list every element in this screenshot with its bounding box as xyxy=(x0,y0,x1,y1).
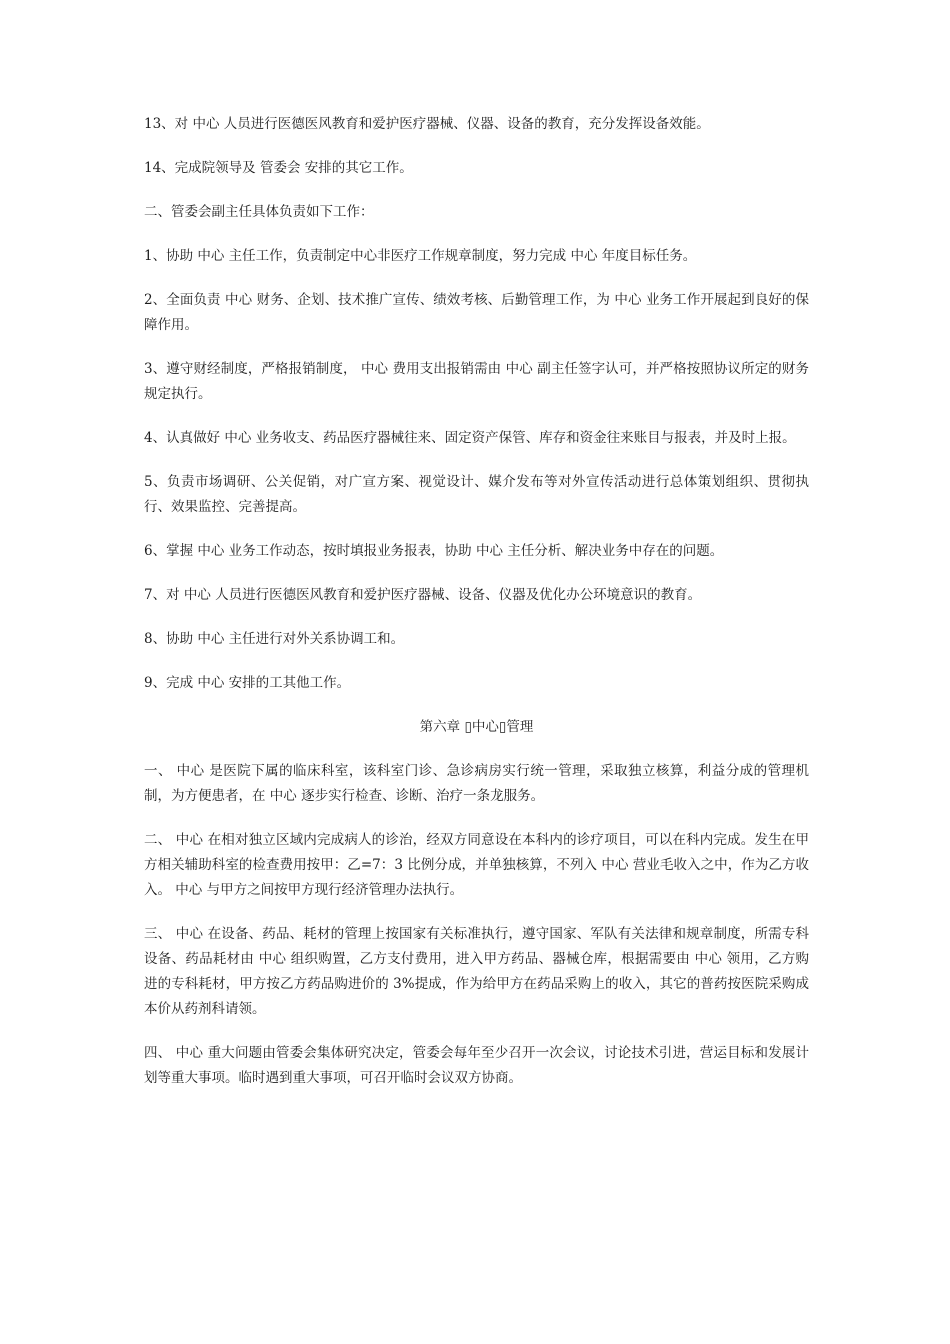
paragraph-item-8: 8、协助 中心 主任进行对外关系协调工和。 xyxy=(144,631,405,647)
paragraph-item-14: 14、完成院领导及 管委会 安排的其它工作。 xyxy=(144,160,413,176)
document-body xyxy=(144,112,809,1110)
paragraph-item-5: 5、负责市场调研、公关促销，对广宣方案、视觉设计、媒介发布等对外宣传活动进行总体策划组织、贯彻执行、效果监控、完善提高。 xyxy=(144,474,809,515)
paragraph-item-9: 9、完成 中心 安排的工其他工作。 xyxy=(144,675,351,691)
paragraph-item-13: 13、对 中心 人员进行医德医风教育和爱护医疗器械、仪器、设备的教育，充分发挥设备效能。 xyxy=(144,116,710,132)
paragraph-item-3: 3、遵守财经制度，严格报销制度， 中心 费用支出报销需由 中心 副主任签字认可，并严格按照协议所定的财务规定执行。 xyxy=(144,361,809,402)
paragraph-item-6: 6、掌握 中心 业务工作动态，按时填报业务报表，协助 中心 主任分析、解决业务中存在的问题。 xyxy=(144,543,724,559)
article-one: 一、 中心 是医院下属的临床科室，该科室门诊、急诊病房实行统一管理，采取独立核算，利益分成的管理机制，为方便患者，在 中心 逐步实行检查、诊断、治疗一条龙服务。 xyxy=(144,763,809,804)
section-heading-deputy-director: 二、管委会副主任具体负责如下工作： xyxy=(144,204,374,220)
paragraph-item-1: 1、协助 中心 主任工作，负责制定中心非医疗工作规章制度，努力完成 中心 年度目标任务。 xyxy=(144,248,697,264)
chapter-heading: 第六章 ▯中心▯管理 xyxy=(419,719,534,735)
article-two: 二、 中心 在相对独立区域内完成病人的诊治，经双方同意设在本科内的诊疗项目，可以在科内完成。发生在甲方相关辅助科室的检查费用按甲：乙=7：3 比例分成，并单独核算，不列入 中心 营业毛收入之中，作为乙方收入。 中心 与甲方之间按甲方现行经济管理办法执行。 xyxy=(144,832,809,898)
article-four: 四、 中心 重大问题由管委会集体研究决定，管委会每年至少召开一次会议，讨论技术引进，营运目标和发展计划等重大事项。临时遇到重大事项，可召开临时会议双方协商。 xyxy=(144,1045,809,1086)
paragraph-item-7: 7、对 中心 人员进行医德医风教育和爱护医疗器械、设备、仪器及优化办公环境意识的教育。 xyxy=(144,587,702,603)
paragraph-item-2: 2、全面负责 中心 财务、企划、技术推广宣传、绩效考核、后勤管理工作，为 中心 业务工作开展起到良好的保障作用。 xyxy=(144,292,809,333)
article-three: 三、 中心 在设备、药品、耗材的管理上按国家有关标准执行，遵守国家、军队有关法律和规章制度，所需专科设备、药品耗材由 中心 组织购置，乙方支付费用，进入甲方药品、器械仓库，根据需要由 中心 领用，乙方购进的专科耗材，甲方按乙方药品购进价的 3%提成，作为给甲方在药品采购上的收入，其它的普药按医院采购成本价从药剂科请领。 xyxy=(144,926,809,1017)
paragraph-item-4: 4、认真做好 中心 业务收支、药品医疗器械往来、固定资产保管、库存和资金往来账目与报表，并及时上报。 xyxy=(144,430,796,446)
